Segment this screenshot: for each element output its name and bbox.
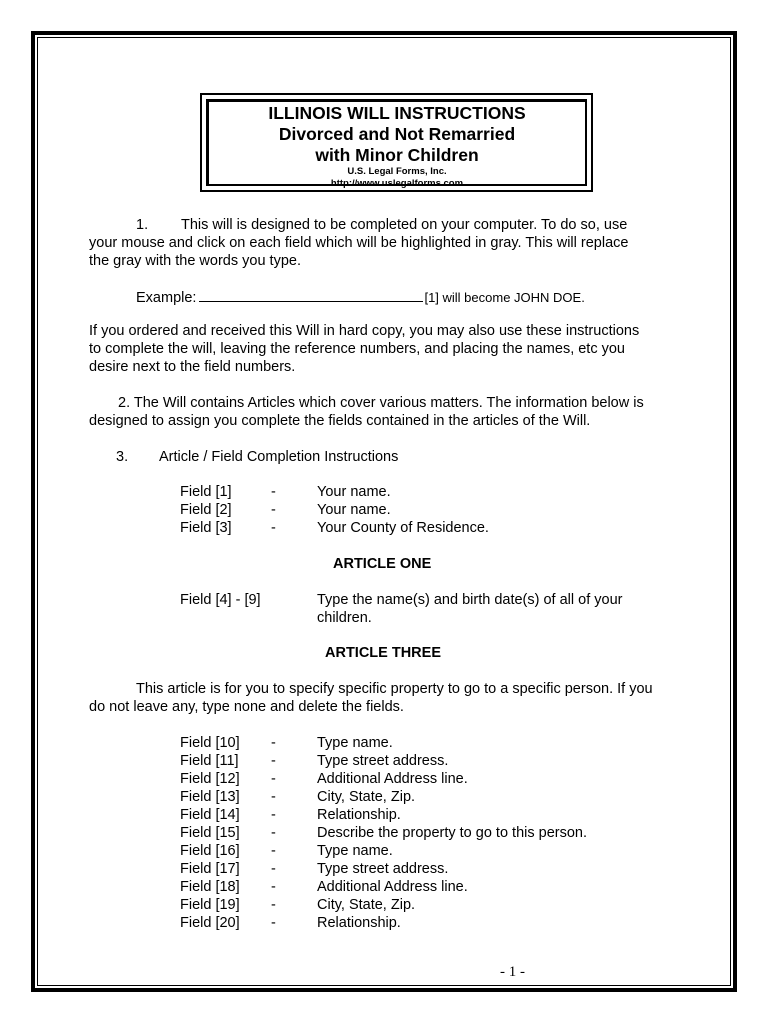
paragraph-1-line-2: your mouse and click on each field which will be highlighted in gray. This will replace bbox=[89, 235, 629, 251]
document-subtitle-1: Divorced and Not Remarried bbox=[278, 124, 516, 144]
field-dash: - bbox=[271, 735, 276, 751]
field-description: Relationship. bbox=[317, 807, 401, 823]
article-one-heading: ARTICLE ONE bbox=[333, 556, 432, 572]
field-dash: - bbox=[271, 484, 276, 500]
paragraph-3-line-1: 2. The Will contains Articles which cover various matters. The information below is bbox=[118, 395, 644, 411]
field-label: Field [1] bbox=[180, 484, 232, 500]
article-three-heading: ARTICLE THREE bbox=[325, 645, 441, 661]
field-dash: - bbox=[271, 771, 276, 787]
field-label: Field [3] bbox=[180, 520, 232, 536]
field-description: Type street address. bbox=[317, 753, 449, 769]
example-suffix: [1] will become JOHN DOE. bbox=[424, 290, 585, 305]
field-description: Type name. bbox=[317, 843, 393, 859]
article-one-desc-line-1: Type the name(s) and birth date(s) of all of your bbox=[317, 592, 623, 608]
field-dash: - bbox=[271, 915, 276, 931]
article-three-intro-line-1: This article is for you to specify specific property to go to a specific person. If you bbox=[136, 681, 653, 697]
title-box-inner bbox=[206, 99, 587, 189]
title-box bbox=[200, 93, 593, 192]
paragraph-2-line-3: desire next to the field numbers. bbox=[89, 359, 296, 375]
field-dash: - bbox=[271, 753, 276, 769]
field-dash: - bbox=[271, 843, 276, 859]
field-dash: - bbox=[271, 789, 276, 805]
example-label: Example: bbox=[136, 290, 197, 306]
paragraph-3-line-2: designed to assign you complete the fields contained in the articles of the Will. bbox=[89, 413, 591, 429]
field-label: Field [2] bbox=[180, 502, 232, 518]
field-label: Field [16] bbox=[180, 843, 240, 859]
field-label: Field [20] bbox=[180, 915, 240, 931]
page-number: - 1 - bbox=[500, 964, 525, 980]
field-description: Type name. bbox=[317, 735, 393, 751]
field-label: Field [17] bbox=[180, 861, 240, 877]
field-description: City, State, Zip. bbox=[317, 897, 416, 913]
paragraph-4-text: Article / Field Completion Instructions bbox=[159, 449, 399, 465]
example-blank-line bbox=[199, 288, 423, 302]
field-description: Type street address. bbox=[317, 861, 449, 877]
field-description: Additional Address line. bbox=[317, 879, 468, 895]
field-dash: - bbox=[271, 825, 276, 841]
field-label: Field [19] bbox=[180, 897, 240, 913]
field-label: Field [10] bbox=[180, 735, 240, 751]
company-url: http://www.uslegalforms.com bbox=[330, 178, 464, 189]
field-dash: - bbox=[271, 879, 276, 895]
example-line bbox=[136, 288, 585, 307]
paragraph-2-line-1: If you ordered and received this Will in hard copy, you may also use these instructions bbox=[89, 323, 640, 339]
field-description: City, State, Zip. bbox=[317, 789, 416, 805]
paragraph-1-line-1: This will is designed to be completed on your computer. To do so, use bbox=[181, 217, 628, 233]
paragraph-4-number: 3. bbox=[116, 449, 129, 465]
field-dash: - bbox=[271, 807, 276, 823]
paragraph-1-number: 1. bbox=[136, 217, 149, 233]
article-one-desc-line-2: children. bbox=[317, 610, 372, 626]
field-dash: - bbox=[271, 861, 276, 877]
field-dash: - bbox=[271, 520, 276, 536]
company-name: U.S. Legal Forms, Inc. bbox=[347, 166, 447, 177]
field-description: Your name. bbox=[317, 484, 391, 500]
document-title: ILLINOIS WILL INSTRUCTIONS bbox=[268, 103, 526, 123]
article-one-field: Field [4] - [9] bbox=[180, 592, 261, 608]
field-label: Field [13] bbox=[180, 789, 240, 805]
paragraph-1-line-3: the gray with the words you type. bbox=[89, 253, 301, 269]
field-label: Field [18] bbox=[180, 879, 240, 895]
field-label: Field [14] bbox=[180, 807, 240, 823]
field-description: Your County of Residence. bbox=[317, 520, 489, 536]
article-three-intro-line-2: do not leave any, type none and delete the fields. bbox=[89, 699, 404, 715]
field-description: Relationship. bbox=[317, 915, 401, 931]
field-description: Describe the property to go to this person. bbox=[317, 825, 588, 841]
field-label: Field [11] bbox=[180, 753, 239, 769]
document-subtitle-2: with Minor Children bbox=[315, 145, 479, 165]
field-description: Additional Address line. bbox=[317, 771, 468, 787]
field-dash: - bbox=[271, 897, 276, 913]
field-label: Field [12] bbox=[180, 771, 240, 787]
field-dash: - bbox=[271, 502, 276, 518]
field-label: Field [15] bbox=[180, 825, 240, 841]
paragraph-2-line-2: to complete the will, leaving the reference numbers, and placing the names, etc you bbox=[89, 341, 625, 357]
field-description: Your name. bbox=[317, 502, 391, 518]
